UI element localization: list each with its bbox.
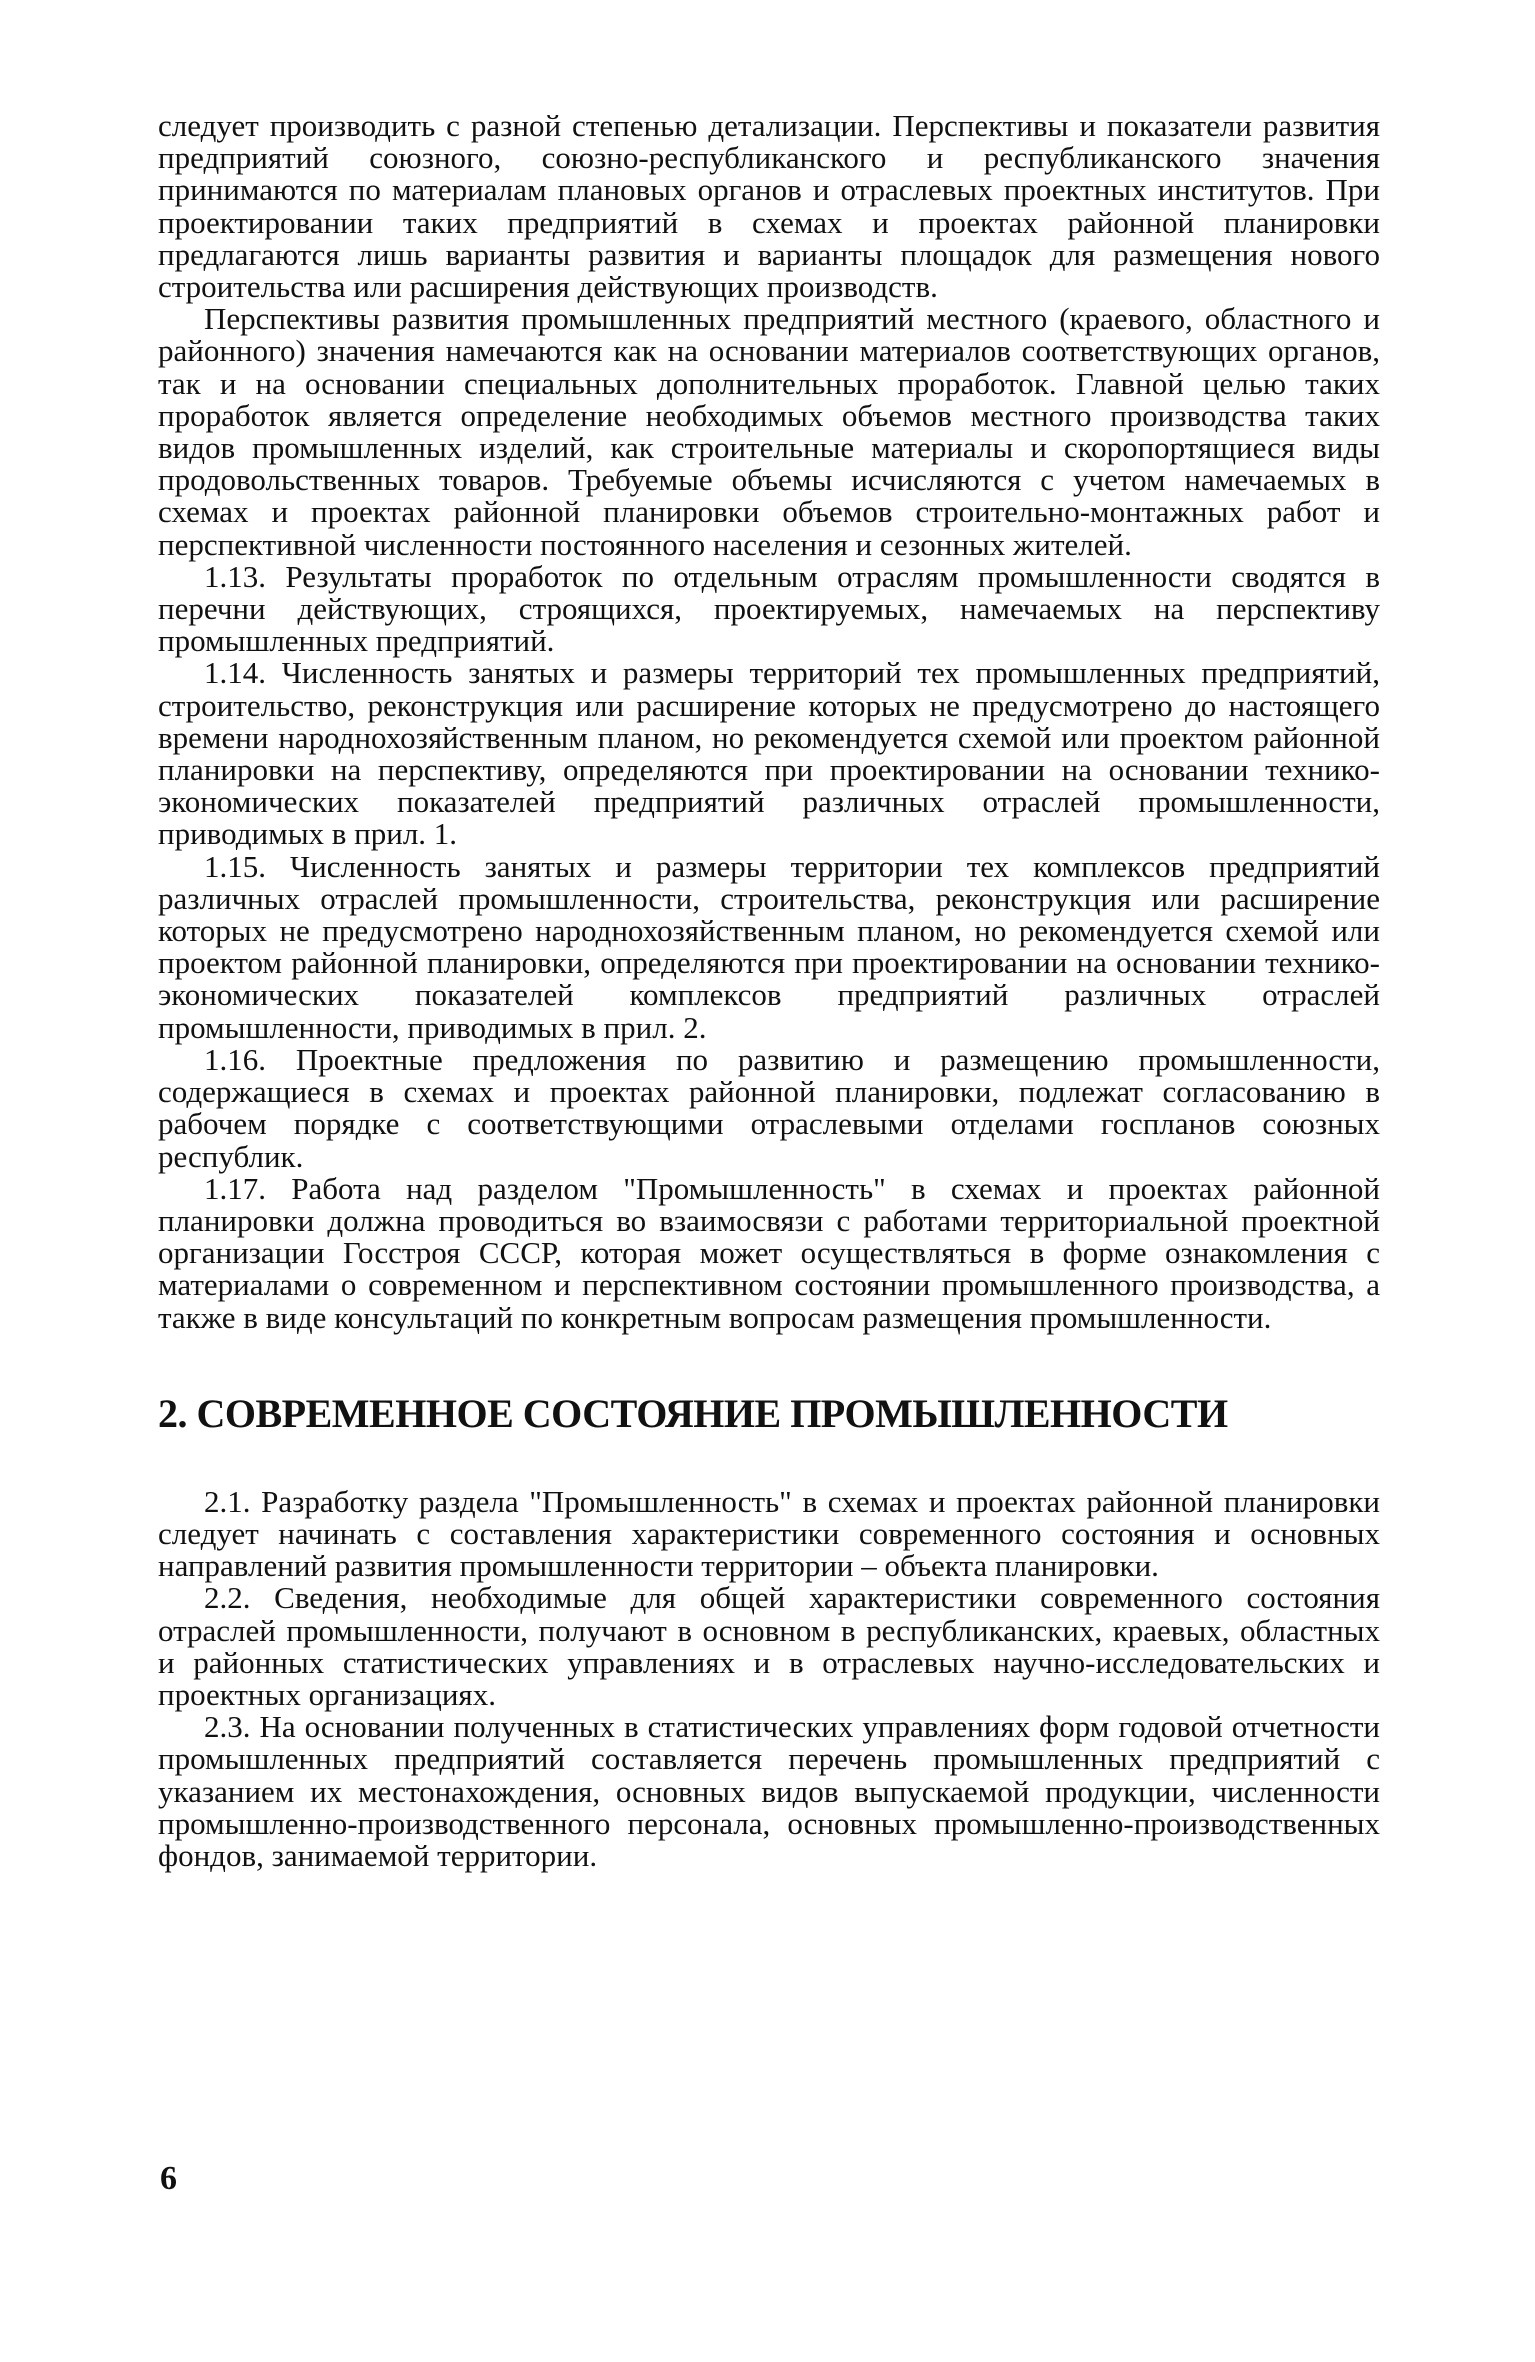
page-content	[158, 110, 1380, 1872]
paragraph-2-3: 2.3. На основании полученных в статистических управлениях форм годовой отчетности промышленных предприятий составляется перечень промышленных предприятий с указанием их местонахождения, основных видов выпускаемой продукции, численности промышленно-производственного персонала, основных промышленно-производственных фондов, занимаемой территории.	[158, 1709, 1380, 1873]
section-heading: 2. СОВРЕМЕННОЕ СОСТОЯНИЕ ПРОМЫШЛЕННОСТИ	[158, 1390, 1228, 1436]
paragraph-1-14: 1.14. Численность занятых и размеры территорий тех промышленных предприятий, строительство, реконструкция или расширение которых не предусмотрено до настоящего времени народнохозяйственным планом, но рекомендуется схемой или проектом районной планировки на перспективу, определяются при проектировании на основании технико-экономических показателей предприятий различных отраслей промышленности, приводимых в прил. 1.	[158, 655, 1380, 852]
page-number: 6	[160, 2160, 177, 2197]
paragraph-2-1: 2.1. Разработку раздела "Промышленность" в схемах и проектах районной планировки следует начинать с составления характеристики современного состояния и основных направлений развития промышленности территории – объекта планировки.	[158, 1483, 1380, 1584]
paragraph-1-16: 1.16. Проектные предложения по развитию и размещению промышленности, содержащиеся в схемах и проектах районной планировки, подлежат согласованию в рабочем порядке с соответствующими отраслевыми отделами госпланов союзных республик.	[158, 1041, 1380, 1174]
paragraph-1-13: 1.13. Результаты проработок по отдельным отраслям промышленности сводятся в перечни действующих, строящихся, проектируемых, намечаемых на перспективу промышленных предприятий.	[158, 558, 1380, 659]
paragraph-local-industry: Перспективы развития промышленных предприятий местного (краевого, областного и районного) значения намечаются как на основании материалов соответствующих органов, так и на основании специальных дополнительных проработок. Главной целью таких проработок является определение необходимых объемов местного производства таких видов промышленных изделий, как строительные материалы и скоропортящиеся виды продовольственных товаров. Требуемые объемы исчисляются с учетом намечаемых в схемах и проектах районной планировки объемов строительно-монтажных работ и перспективной численности постоянного населения и сезонных жителей.	[158, 301, 1380, 562]
paragraph-continuation: следует производить с разной степенью детализации. Перспективы и показатели развития предприятий союзного, союзно-республиканского и республиканского значения принимаются по материалам плановых органов и отраслевых проектных институтов. При проектировании таких предприятий в схемах и проектах районной планировки предлагаются лишь варианты развития и варианты площадок для размещения нового строительства или расширения действующих производств.	[158, 108, 1380, 305]
paragraph-2-2: 2.2. Сведения, необходимые для общей характеристики современного состояния отраслей промышленности, получают в основном в республиканских, краевых, областных и районных статистических управлениях и в отраслевых научно-исследовательских и проектных организациях.	[158, 1580, 1380, 1712]
paragraph-1-15: 1.15. Численность занятых и размеры территории тех комплексов предприятий различных отраслей промышленности, строительства, реконструкция или расширение которых не предусмотрено народнохозяйственным планом, но рекомендуется схемой или проектом районной планировки, определяются при проектировании на основании технико-экономических показателей комплексов предприятий различных отраслей промышленности, приводимых в прил. 2.	[158, 848, 1380, 1045]
paragraph-1-17: 1.17. Работа над разделом "Промышленность" в схемах и проектах районной планировки должна проводиться во взаимосвязи с работами территориальной проектной организации Госстроя СССР, которая может осуществляться в форме ознакомления с материалами о современном и перспективном состоянии промышленного производства, а также в виде консультаций по конкретным вопросам размещения промышленности.	[158, 1170, 1380, 1335]
